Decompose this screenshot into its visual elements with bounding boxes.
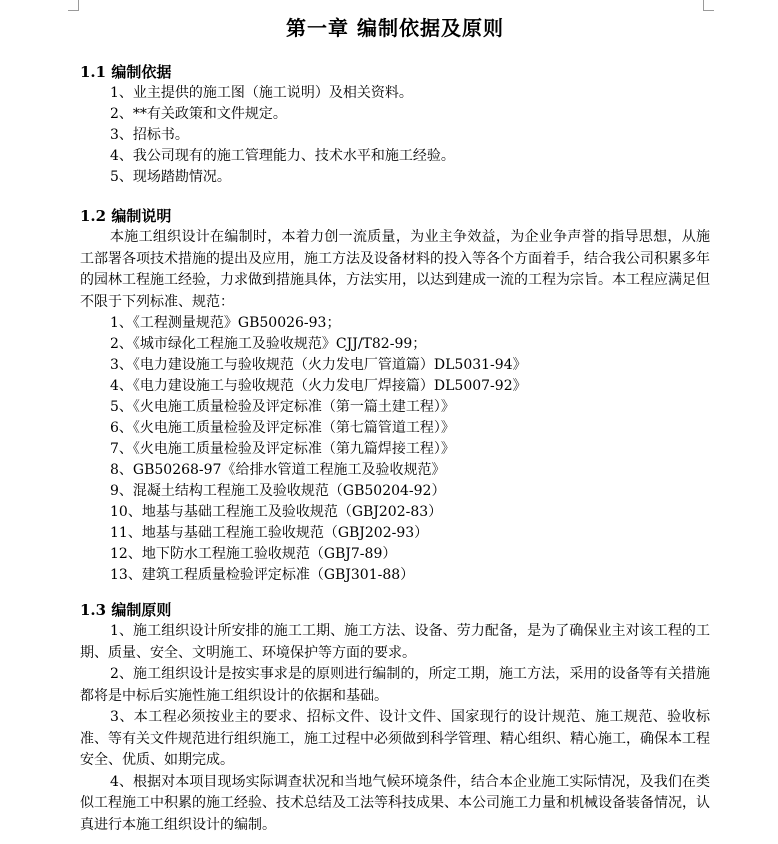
chapter-title: 第一章 编制依据及原则 (286, 16, 504, 40)
principle-paragraph: 3、本工程必须按业主的要求、招标文件、设计文件、国家现行的设计规范、施工规范、验收标准、等有关文件规范进行组织施工，施工过程中必须做到科学管理、精心组织、精心施工，确保本工程安全、优质、如期完成。 (80, 709, 710, 768)
list-item: 2、**有关政策和文件规定。 (110, 106, 287, 122)
standard-item: 11、地基与基础工程施工验收规范（GBJ202-93） (110, 525, 429, 541)
standard-item: 10、地基与基础工程施工及验收规范（GBJ202-83） (110, 504, 443, 520)
standard-item: 5、《火电施工质量检验及评定标准（第一篇土建工程）》 (110, 399, 455, 415)
margin-corner-left (68, 0, 79, 11)
section-principles (80, 600, 710, 836)
section-heading-1-1: 1.1 编制依据 (80, 63, 172, 81)
list-item: 4、我公司现有的施工管理能力、技术水平和施工经验。 (110, 148, 455, 164)
standard-item: 2、《城市绿化工程施工及验收规范》CJJ/T82-99； (110, 336, 427, 352)
section-heading-1-2: 1.2 编制说明 (80, 207, 172, 225)
principle-paragraph: 4、根据对本项目现场实际调查状况和当地气候环境条件，结合本企业施工实际情况，及我们在类似工程施工中积累的施工经验、技术总结及工法等科技成果、本公司施工力量和机械设备装备情况，认真进行本施工组织设计的编制。 (80, 773, 710, 833)
standard-item: 3、《电力建设施工与验收规范（火力发电厂管道篇）DL5031-94》 (110, 357, 527, 373)
standard-item: 12、地下防水工程施工验收规范（GBJ7-89） (110, 546, 397, 562)
standard-item: 8、GB50268-97《给排水管道工程施工及验收规范》 (110, 462, 446, 478)
intro-paragraph: 本施工组织设计在编制时，本着力创一流质量，为业主争效益，为企业争声誉的指导思想，从施工部署各项技术措施的提出及应用，施工方法及设备材料的投入等各个方面着手，结合我公司积累多年的园林工程施工经验，力求做到措施具体，方法实用，以达到建成一流的工程为宗旨。本工程应满足但不限于下列标准、规范： (80, 229, 710, 310)
standard-item: 13、建筑工程质量检验评定标准（GBJ301-88） (110, 567, 415, 583)
standard-item: 7、《火电施工质量检验及评定标准（第九篇焊接工程）》 (110, 441, 455, 457)
margin-corner-right (703, 0, 714, 11)
standard-item: 1、《工程测量规范》GB50026-93； (110, 315, 341, 331)
standard-item: 6、《火电施工质量检验及评定标准（第七篇管道工程）》 (110, 420, 455, 436)
principle-paragraph: 2、施工组织设计是按实事求是的原则进行编制的，所定工期，施工方法，采用的设备等有关措施都将是中标后实施性施工组织设计的依据和基础。 (80, 666, 710, 704)
principle-paragraph: 1、施工组织设计所安排的施工工期、施工方法、设备、劳力配备，是为了确保业主对该工程的工期、质量、安全、文明施工、环境保护等方面的要求。 (80, 623, 710, 661)
section-heading-1-3: 1.3 编制原则 (80, 601, 172, 619)
standard-item: 4、《电力建设施工与验收规范（火力发电厂焊接篇）DL5007-92》 (110, 378, 527, 394)
standard-item: 9、混凝土结构工程施工及验收规范（GB50204-92） (110, 483, 446, 499)
list-item: 1、业主提供的施工图（施工说明）及相关资料。 (110, 85, 413, 101)
section-basis (80, 62, 710, 188)
section-description (80, 206, 710, 586)
list-item: 3、招标书。 (110, 127, 189, 143)
list-item: 5、现场踏勘情况。 (110, 169, 231, 185)
